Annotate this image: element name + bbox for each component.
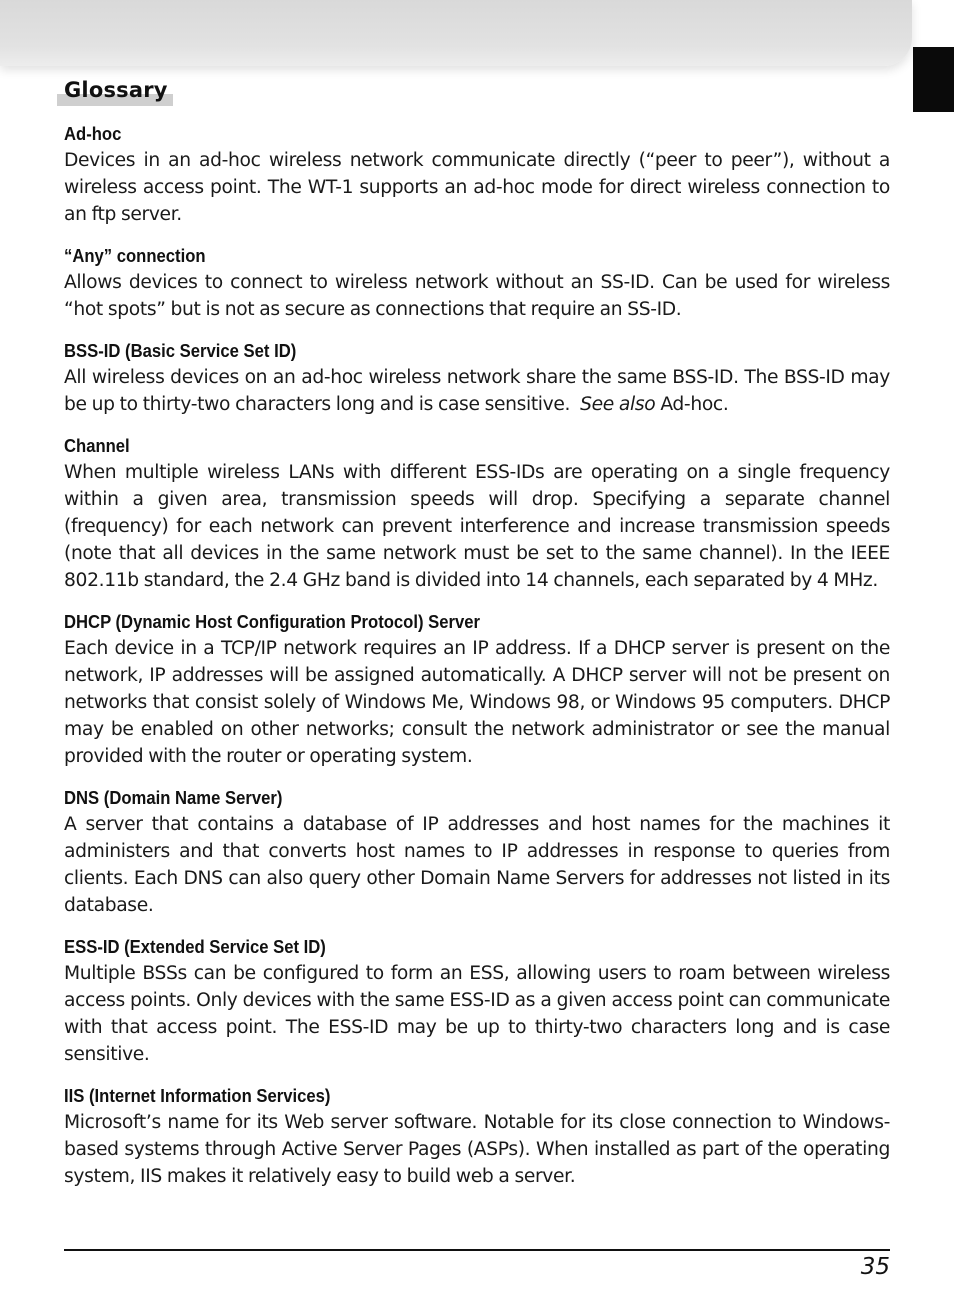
section-heading xyxy=(57,78,173,107)
definition-text: All wireless devices on an ad-hoc wireless network share the same BSS-ID. The BSS-ID may be up to thirty-two characters long and is case sensitive. xyxy=(64,367,890,415)
glossary-entry-iis xyxy=(64,1082,890,1190)
header-band xyxy=(0,0,912,66)
glossary-definition: A server that contains a database of IP addresses and host names for the machines it administers and that converts host names to IP addresses in response to queries from clients. Each DNS can also query other Domain Name Servers for addresses not listed in its database. xyxy=(64,814,890,916)
footer-rule xyxy=(64,1249,890,1251)
glossary-term: ESS-ID (Extended Service Set ID) xyxy=(64,936,326,957)
glossary-entry-channel xyxy=(64,432,890,594)
glossary-entry-any-connection xyxy=(64,242,890,323)
see-also-link[interactable]: Ad-hoc xyxy=(660,394,723,415)
glossary-definition: Each device in a TCP/IP network requires an IP address. If a DHCP server is present on the network, IP addresses will be assigned automatically. A DHCP server will not be present on networks that consist solely of Windows Me, Windows 98, or Windows 95 computers. DHCP may be enabled on other networks; consult the network administrator or see the manual provided with the router or operating system. xyxy=(64,638,890,767)
glossary-definition: Microsoft’s name for its Web server software. Notable for its close connection to Windows-based systems through Active Server Pages (ASPs). When installed as part of the operating system, IIS makes it relatively easy to build web a server. xyxy=(64,1112,890,1187)
glossary-definition: Devices in an ad-hoc wireless network communicate directly (“peer to peer”), without a wireless access point. The WT-1 supports an ad-hoc mode for direct wireless connection to an ftp server. xyxy=(64,150,890,225)
glossary-entry-dns xyxy=(64,784,890,919)
glossary-term: Channel xyxy=(64,435,130,456)
glossary-definition: Multiple BSSs can be configured to form an ESS, allowing users to roam between wireless access points. Only devices with the same ESS-ID as a given access point can communicate with that access point. The ESS-ID may be up to thirty-two characters long and is case sensitive. xyxy=(64,963,890,1065)
glossary-entry-ad-hoc xyxy=(64,120,890,228)
glossary-term: Ad-hoc xyxy=(64,123,122,144)
glossary-term: DHCP (Dynamic Host Configuration Protocol) Server xyxy=(64,611,481,632)
glossary-entry-dhcp xyxy=(64,608,890,770)
section-title: Glossary xyxy=(64,78,168,102)
see-also-label: See also xyxy=(580,394,656,415)
chapter-tab-marker xyxy=(913,47,954,112)
glossary-term: “Any” connection xyxy=(64,245,206,266)
see-also-period: . xyxy=(722,394,729,415)
glossary-term: DNS (Domain Name Server) xyxy=(64,787,283,808)
glossary-definition: When multiple wireless LANs with different ESS-IDs are operating on a single frequency within a given area, transmission speeds will drop. Specifying a separate channel (frequency) for each network can prevent interference and increase transmission speeds (note that all devices in the same network must be set to the same channel). In the IEEE 802.11b standard, the 2.4 GHz band is divided into 14 channels, each separated by 4 MHz. xyxy=(64,462,890,591)
glossary-entry-bss-id xyxy=(64,337,890,418)
glossary-term: BSS-ID (Basic Service Set ID) xyxy=(64,340,297,361)
glossary-entry-ess-id xyxy=(64,933,890,1068)
glossary-list xyxy=(64,120,890,1204)
glossary-definition xyxy=(64,364,890,418)
glossary-term: IIS (Internet Information Services) xyxy=(64,1085,331,1106)
page-number: 35 xyxy=(860,1254,890,1280)
glossary-definition: Allows devices to connect to wireless network without an SS-ID. Can be used for wireless “hot spots” but is not as secure as connections that require an SS-ID. xyxy=(64,272,890,320)
